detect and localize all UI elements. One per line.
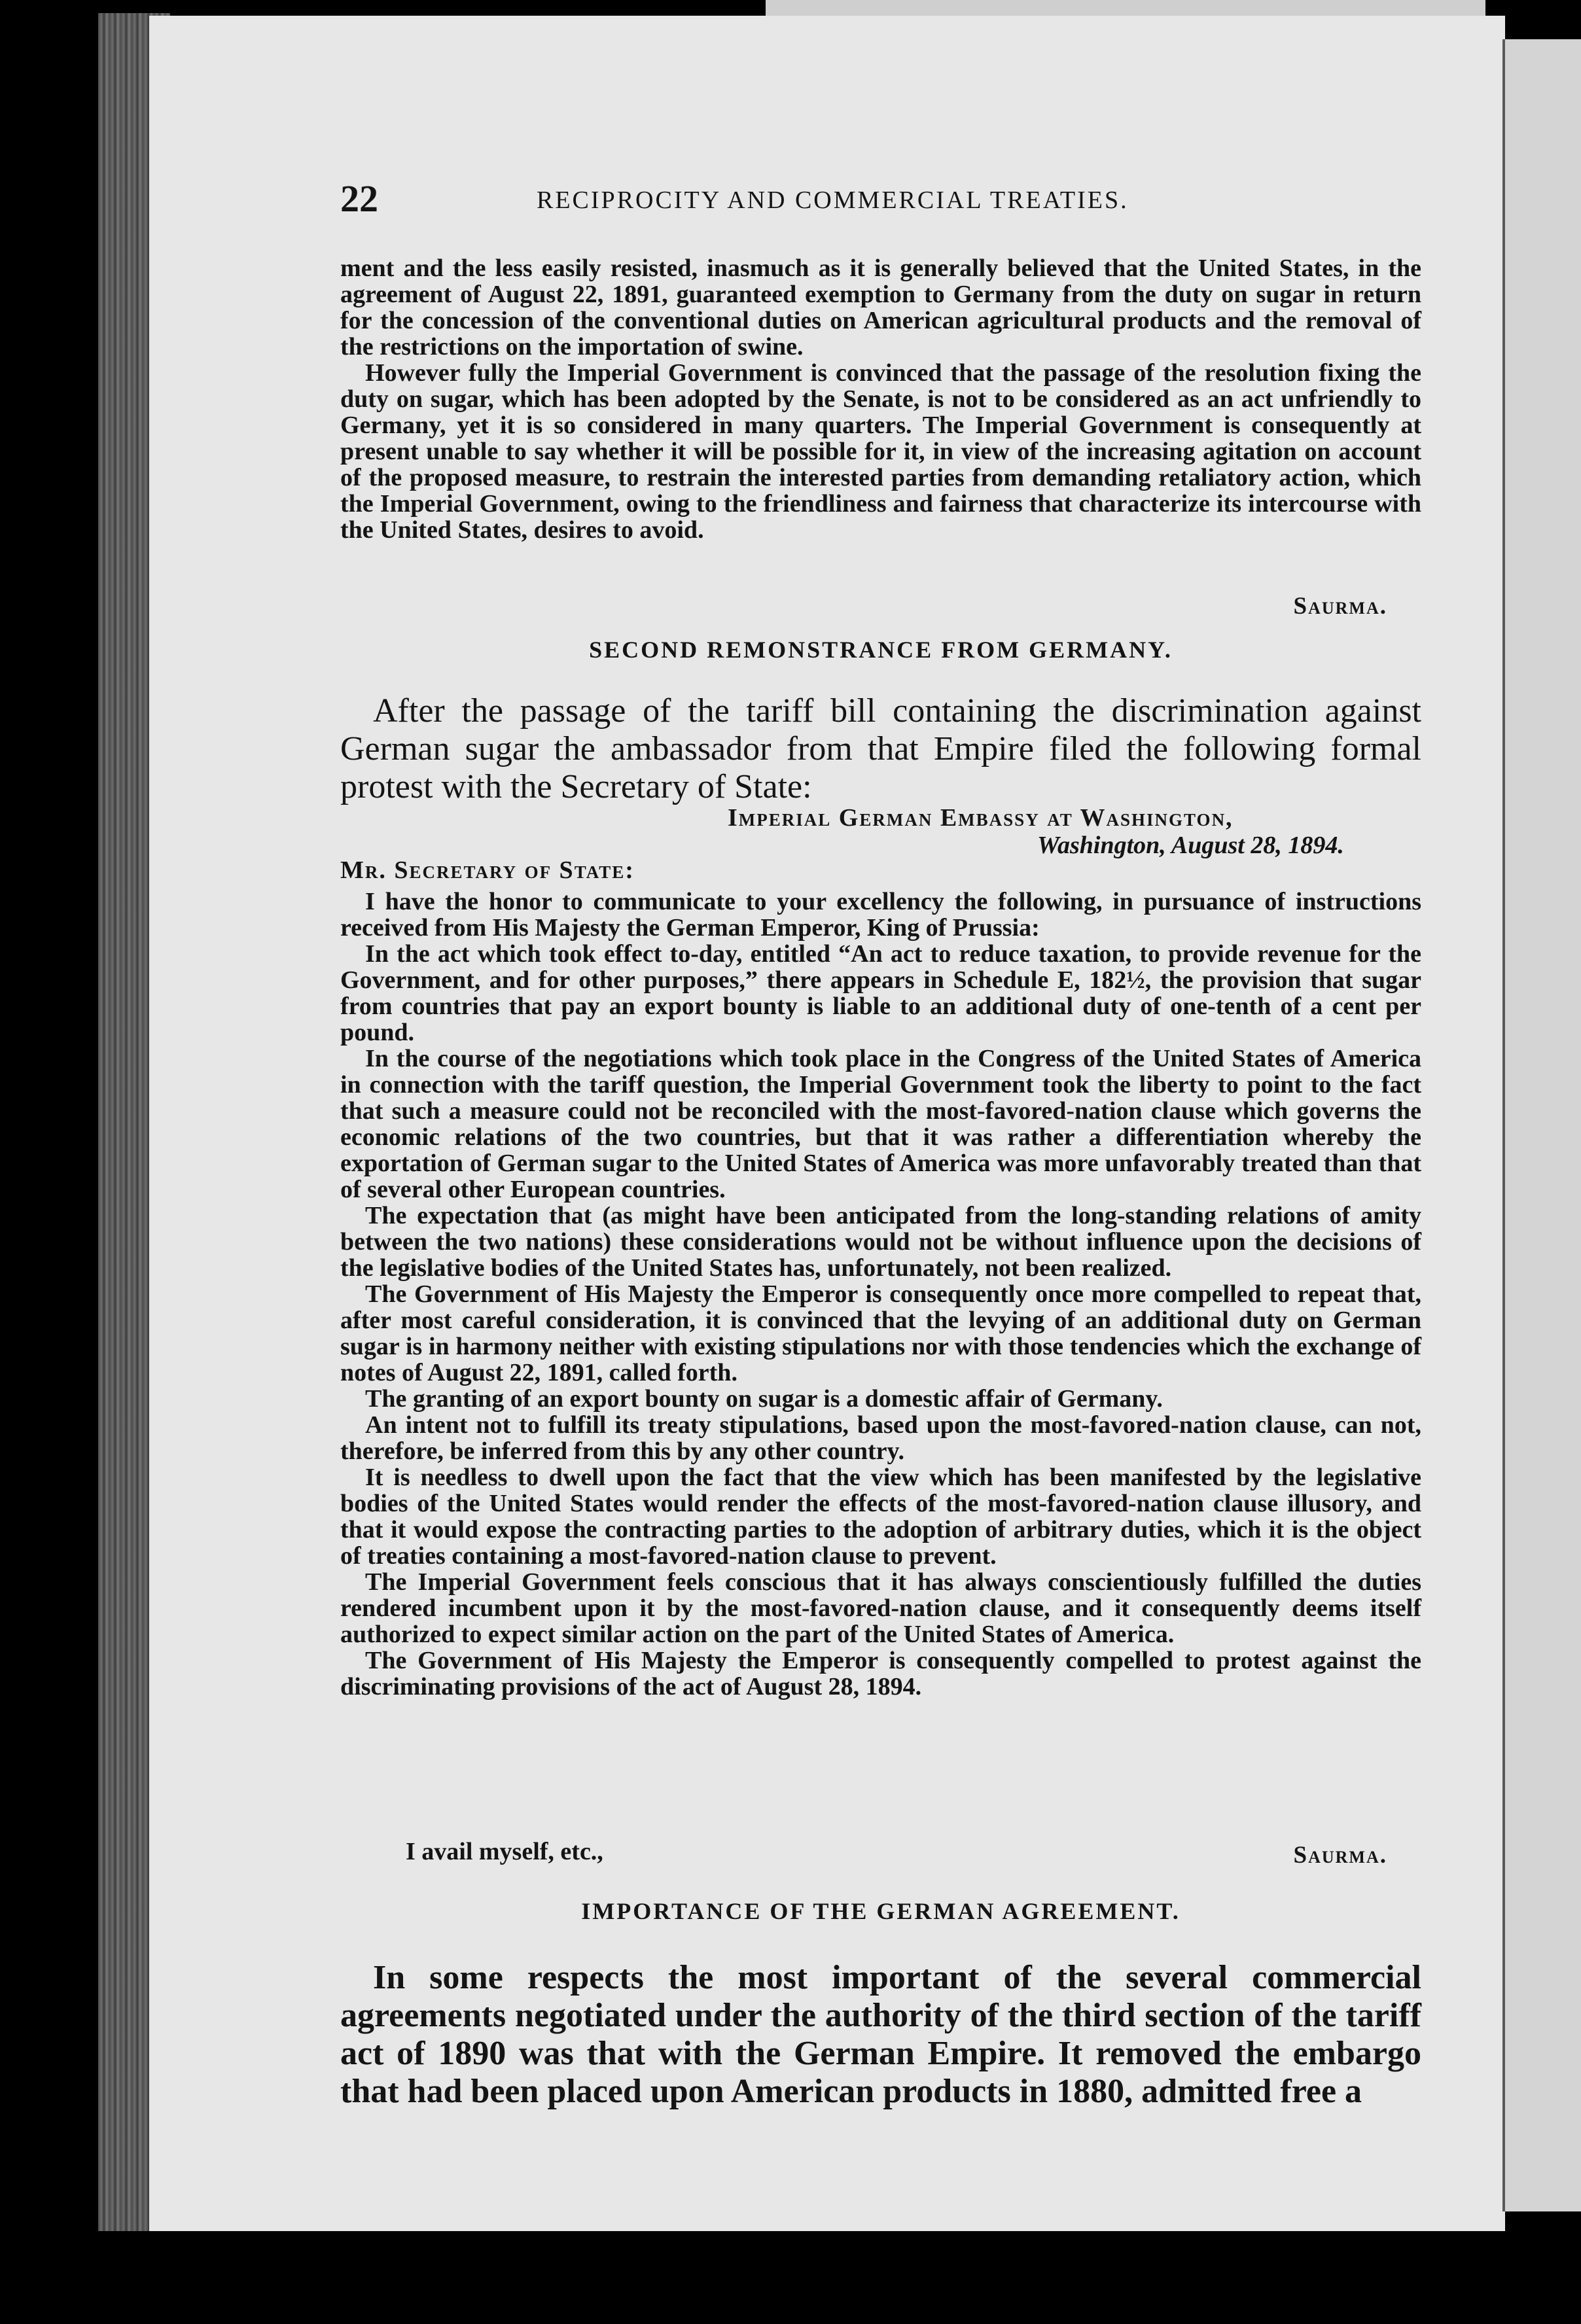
section-heading: SECOND REMONSTRANCE FROM GERMANY.	[589, 637, 1173, 663]
section-paragraph	[340, 1959, 1421, 2111]
paragraph: The Government of His Majesty the Emperor is consequently once more compelled to repeat that, after most careful consideration, it is convinced that the levying of an additional duty on German sugar is in harmony neither with existing stipulations nor with those tendencies which the exchange of notes of August 22, 1891, called forth.	[340, 1280, 1421, 1386]
paragraph: In some respects the most important of the several commercial agreements negotiated under the authority of the third section of the tariff act of 1890 was that with the German Empire. It removed the embargo that had been placed upon American products in 1880, admitted free a	[340, 1959, 1421, 2110]
paragraph: The granting of an export bounty on sugar is a domestic affair of Germany.	[365, 1385, 1163, 1413]
paragraph: In the act which took effect to-day, entitled “An act to reduce taxation, to provide revenue for the Government, and for other purposes,” there appears in Schedule E, 182½, the provision that sugar from countries that pay an export bounty is liable to an additional duty of one-tenth of a cent per pound.	[340, 940, 1421, 1046]
paragraph: ment and the less easily resisted, inasmuch as it is generally believed that the United States, in the agreement of August 22, 1891, guaranteed exemption to Germany from the duty on sugar in return for the concession of the conventional duties on American agricultural products and the removal of the restrictions on the importation of swine.	[340, 255, 1421, 361]
date-line: Washington, August 28, 1894.	[1037, 832, 1344, 859]
paragraph: An intent not to fulfill its treaty stipulations, based upon the most-favored-nation clause, can not, therefore, be inferred from this by any other country.	[340, 1411, 1421, 1465]
intro-paragraph	[340, 692, 1421, 806]
paragraph: The Government of His Majesty the Emperor is consequently compelled to protest against the discriminating provisions of the act of August 28, 1894.	[340, 1647, 1421, 1700]
signature: Saurma.	[1293, 593, 1387, 620]
section-heading: IMPORTANCE OF THE GERMAN AGREEMENT.	[581, 1898, 1181, 1924]
letter-body	[340, 889, 1421, 1700]
paragraph: The expectation that (as might have been anticipated from the long-standing relations of amity between the two nations) these considerations would not be without influence upon the decisions of the legislative bodies of the United States has, unfortunately, not been realized.	[340, 1202, 1421, 1282]
paragraph: I have the honor to communicate to your excellency the following, in pursuance of instructions received from His Majesty the German Emperor, King of Prussia:	[340, 888, 1421, 942]
facing-page-edge	[1505, 39, 1581, 2211]
page-number: 22	[340, 177, 378, 220]
paragraph: It is needless to dwell upon the fact that the view which has been manifested by the legislative bodies of the United States would render the effects of the most-favored-nation clause illusory, and that it would expose the contracting parties to the adoption of arbitrary duties, which it is the object of treaties containing a most-favored-nation clause to prevent.	[340, 1464, 1421, 1570]
address-line: Imperial German Embassy at Washington,	[728, 804, 1234, 832]
signature: Saurma.	[1293, 1842, 1387, 1869]
paragraph: In the course of the negotiations which took place in the Congress of the United States of America in connection with the tariff question, the Imperial Government took the liberty to point to the fact that such a measure could not be reconciled with the most-favored-nation clause which governs the economic relations of the two countries, but that it was rather a differentiation whereby the exportation of German sugar to the United States of America was more unfavorably treated than that of several other European countries.	[340, 1045, 1421, 1203]
section-continuation	[340, 255, 1421, 543]
salutation: Mr. Secretary of State:	[340, 856, 635, 884]
paragraph: After the passage of the tariff bill containing the discrimination against German sugar the ambassador from that Empire filed the following formal protest with the Secretary of State:	[340, 692, 1421, 805]
paragraph: The Imperial Government feels conscious that it has always conscientiously fulfilled the duties rendered incumbent upon it by the most-favored-nation clause, and it consequently deems itself authorized to expect similar action on the part of the United States of America.	[340, 1568, 1421, 1648]
running-head	[340, 177, 1256, 220]
closing: I avail myself, etc.,	[406, 1838, 603, 1865]
paragraph: However fully the Imperial Government is convinced that the passage of the resolution fixing the duty on sugar, which has been adopted by the Senate, is not to be considered as an act unfriendly to Germany, yet it is so considered in many quarters. The Imperial Government is consequently at present unable to say whether it will be possible for it, in view of the increasing agitation on account of the proposed measure, to restrain the interested parties from demanding retaliatory action, which the Imperial Government, owing to the friendliness and fairness that characterize its intercourse with the United States, desires to avoid.	[340, 359, 1421, 544]
running-title: RECIPROCITY AND COMMERCIAL TREATIES.	[537, 186, 1129, 214]
